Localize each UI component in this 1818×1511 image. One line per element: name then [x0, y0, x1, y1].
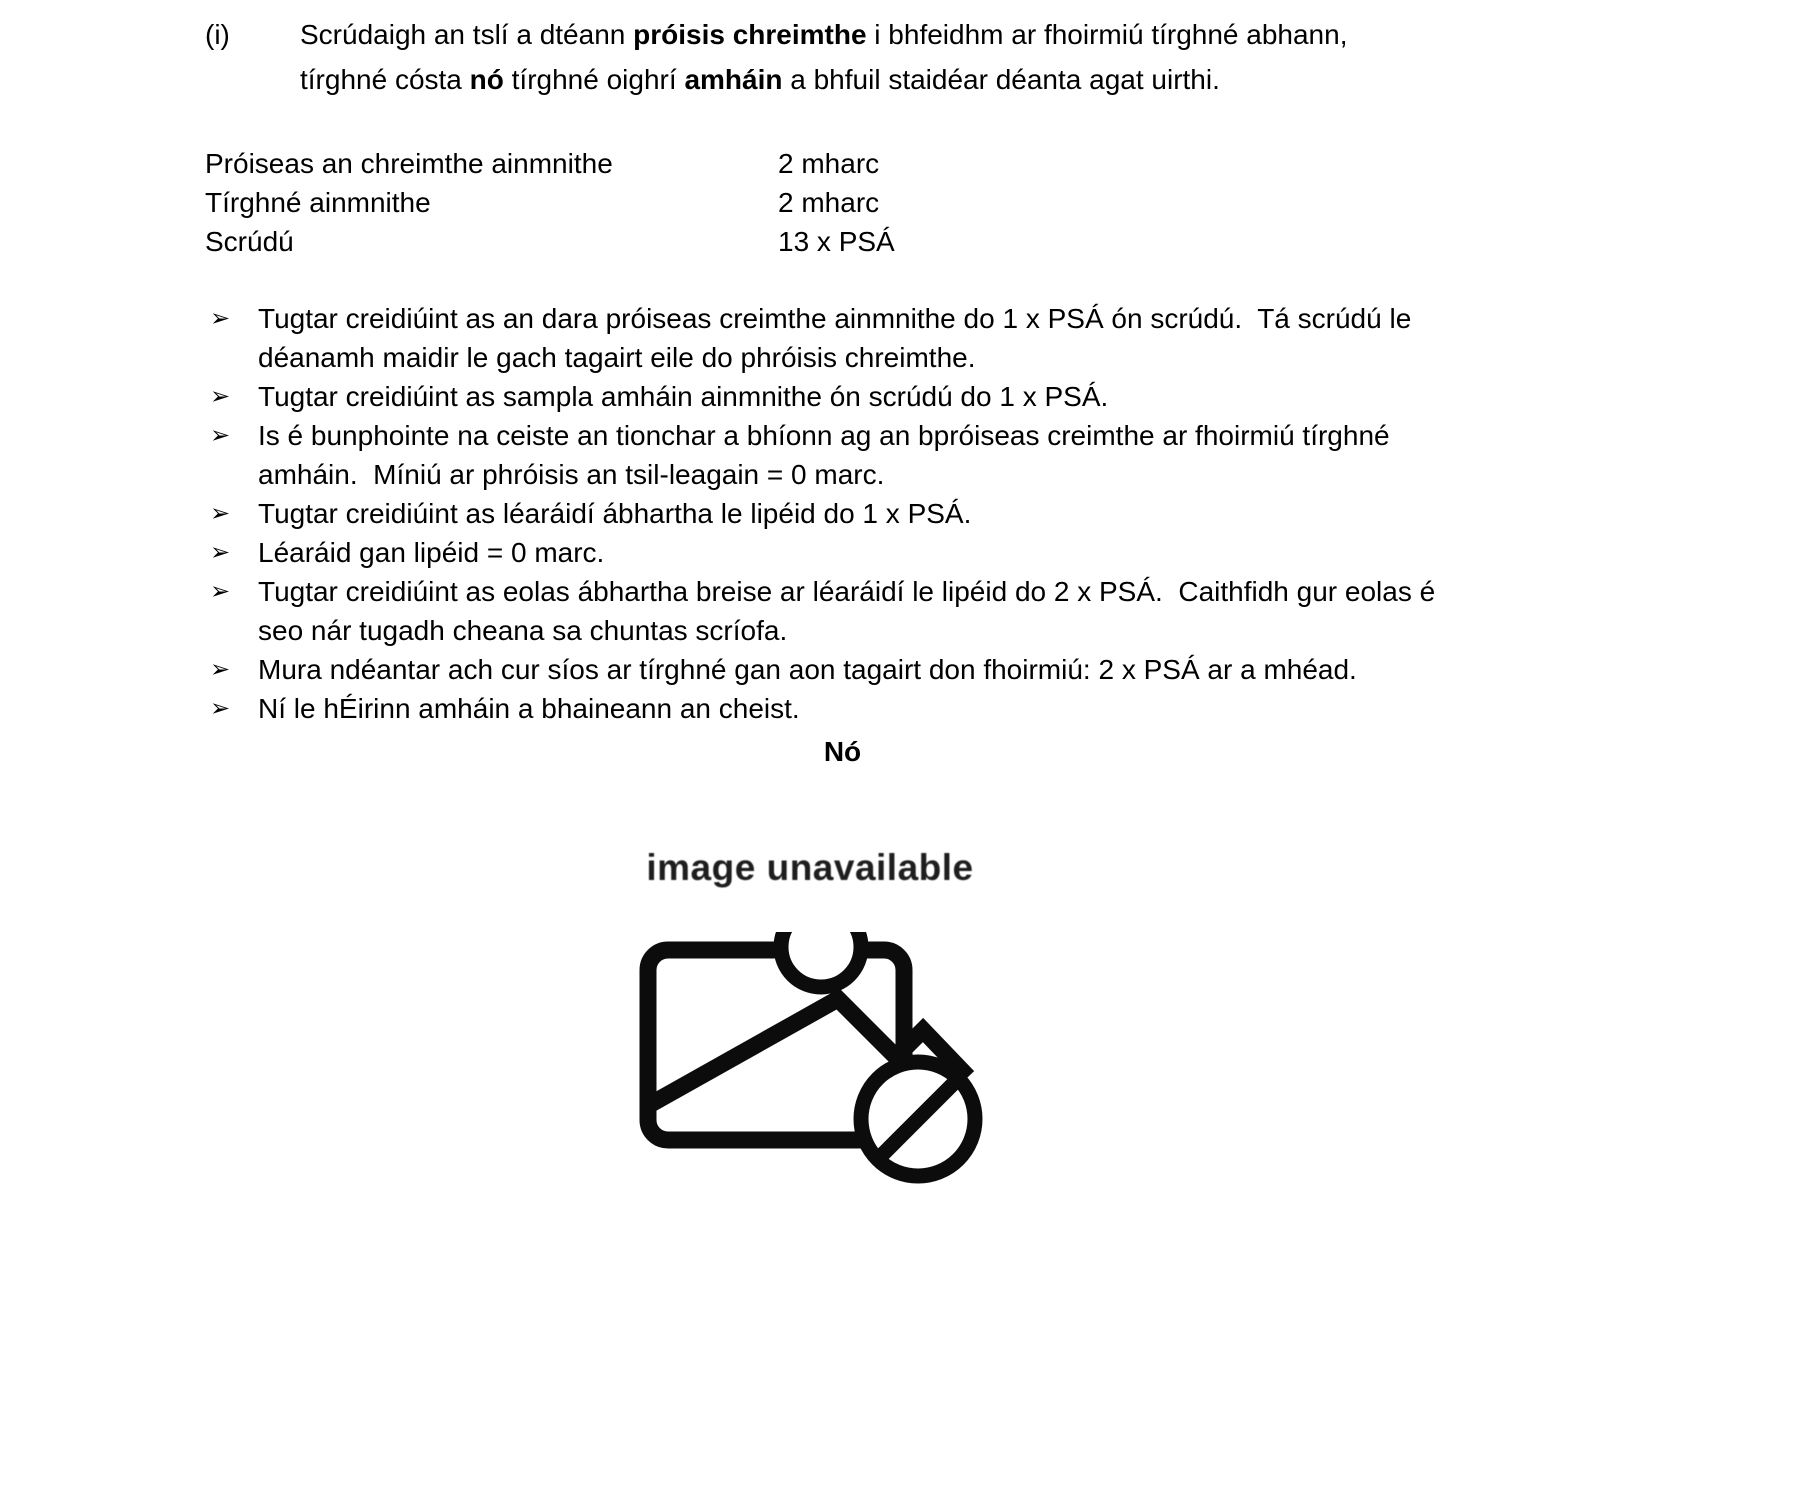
bullet-text: Léaráid gan lipéid = 0 marc.	[258, 537, 605, 568]
marks-row	[205, 144, 1818, 183]
marks-row	[205, 183, 1818, 222]
arrow-bullet-icon: ➢	[210, 539, 231, 566]
bullet-text: Ní le hÉirinn amháin a bhaineann an cheist.	[258, 693, 800, 724]
marks-label: Próiseas an chreimthe ainmnithe	[205, 148, 613, 179]
bullet-item	[205, 299, 1440, 377]
arrow-bullet-icon: ➢	[210, 656, 231, 683]
marks-value: 2 mharc	[778, 187, 880, 218]
sun-shape	[781, 927, 861, 987]
arrow-bullet-icon: ➢	[210, 500, 231, 527]
question-block	[205, 12, 1818, 102]
marks-label: Scrúdú	[205, 226, 294, 257]
bullet-text: Tugtar creidiúint as sampla amháin ainmnithe ón scrúdú do 1 x PSÁ.	[258, 381, 1109, 412]
arrow-bullet-icon: ➢	[210, 578, 231, 605]
image-unavailable-icon	[0, 927, 1620, 1197]
prohibition-icon	[861, 1062, 975, 1176]
bullet-item	[205, 689, 1440, 728]
bullet-text: Is é bunphointe na ceiste an tionchar a bhíonn ag an bpróiseas creimthe ar fhoirmiú tírghné amháin. Míniú ar phróisis an tsil-leagain = 0 marc.	[258, 420, 1398, 490]
marks-table	[205, 144, 1818, 261]
marks-value: 13 x PSÁ	[778, 226, 895, 257]
bullet-text: Tugtar creidiúint as an dara próiseas creimthe ainmnithe do 1 x PSÁ ón scrúdú. Tá scrúdú le déanamh maidir le gach tagairt eile do phróisis chreimthe.	[258, 303, 1420, 373]
bullet-item	[205, 650, 1440, 689]
arrow-bullet-icon: ➢	[210, 383, 231, 410]
marks-value: 2 mharc	[778, 148, 880, 179]
question-number: (i)	[205, 19, 230, 50]
bullet-text: Tugtar creidiúint as léaráidí ábhartha le lipéid do 1 x PSÁ.	[258, 498, 972, 529]
arrow-bullet-icon: ➢	[210, 305, 231, 332]
image-placeholder	[0, 848, 1620, 1197]
bullet-text: Mura ndéantar ach cur síos ar tírghné gan aon tagairt don fhoirmiú: 2 x PSÁ ar a mhéad.	[258, 654, 1357, 685]
marks-row	[205, 222, 1818, 261]
marks-label: Tírghné ainmnithe	[205, 187, 431, 218]
bullet-item	[205, 533, 1440, 572]
or-separator: Nó	[823, 736, 862, 767]
question-text: Scrúdaigh an tslí a dtéann próisis chreimthe i bhfeidhm ar fhoirmiú tírghné abhann, tírghné cósta nó tírghné oighrí amháin a bhfuil staidéar déanta agat uirthi.	[300, 19, 1348, 95]
bullet-item	[205, 572, 1443, 650]
bullet-item	[205, 377, 1440, 416]
image-unavailable-caption: image unavailable	[646, 847, 974, 888]
bullet-text: Tugtar creidiúint as eolas ábhartha breise ar léaráidí le lipéid do 2 x PSÁ. Caithfidh gur eolas é seo nár tugadh cheana sa chuntas scríofa.	[258, 576, 1443, 646]
bullet-item	[205, 494, 1440, 533]
arrow-bullet-icon: ➢	[210, 422, 231, 449]
arrow-bullet-icon: ➢	[210, 695, 231, 722]
bullet-item	[205, 416, 1440, 494]
bullet-list	[205, 299, 1443, 728]
